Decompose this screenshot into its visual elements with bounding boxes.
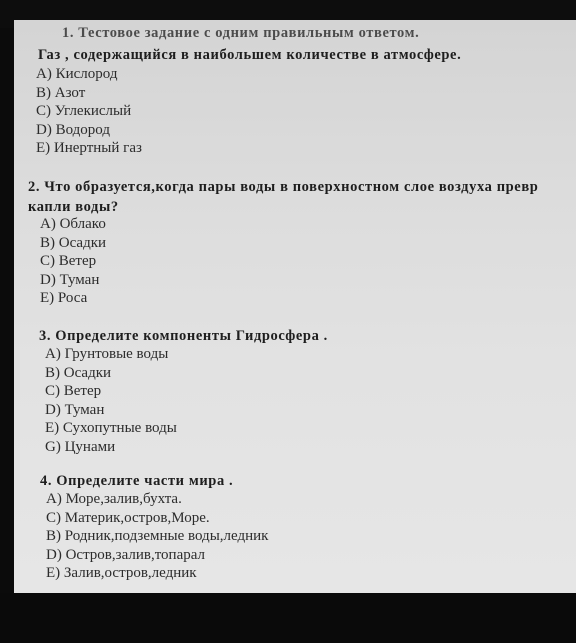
q1-heading: 1. Тестовое задание с одним правильным ответом. bbox=[62, 25, 420, 41]
q2-option-b[interactable]: В) Осадки bbox=[40, 234, 107, 251]
bottom-dark-edge bbox=[0, 593, 576, 643]
q2-prompt-line2: капли воды? bbox=[28, 199, 119, 215]
test-sheet bbox=[14, 20, 576, 593]
q4-option-d[interactable]: D) Остров,залив,топарал bbox=[46, 546, 206, 563]
q3-prompt: 3. Определите компоненты Гидросфера . bbox=[39, 328, 328, 344]
q4-prompt: 4. Определите части мира . bbox=[40, 473, 234, 489]
q1-option-b[interactable]: В) Азот bbox=[36, 84, 86, 101]
q3-option-a[interactable]: А) Грунтовые воды bbox=[45, 346, 169, 362]
q1-option-a[interactable]: А) Кислород bbox=[36, 66, 118, 82]
q3-option-d[interactable]: D) Туман bbox=[45, 401, 105, 418]
q2-options bbox=[40, 215, 106, 308]
q2-prompt-line1: 2. Что образуется,когда пары воды в поверхностном слое воздуха превр bbox=[28, 179, 539, 195]
q1-prompt: Газ , содержащийся в наибольшем количестве в атмосфере. bbox=[38, 47, 462, 63]
q4-option-a[interactable]: А) Море,залив,бухта. bbox=[46, 491, 182, 507]
q4-option-c[interactable]: С) Материк,остров,Море. bbox=[46, 509, 210, 526]
q2-option-a[interactable]: А) Облако bbox=[40, 216, 106, 232]
q2-option-e[interactable]: Е) Роса bbox=[40, 290, 88, 307]
q3-option-c[interactable]: С) Ветер bbox=[45, 383, 102, 400]
q1-options bbox=[36, 65, 142, 158]
q2-option-d[interactable]: D) Туман bbox=[40, 271, 100, 288]
q4-option-e[interactable]: Е) Залив,остров,ледник bbox=[46, 565, 197, 582]
q3-option-g[interactable]: G) Цунами bbox=[45, 438, 116, 455]
q4-options bbox=[46, 490, 268, 583]
q3-option-e[interactable]: Е) Сухопутные воды bbox=[45, 420, 177, 437]
q3-option-b[interactable]: В) Осадки bbox=[45, 364, 112, 381]
q1-option-c[interactable]: С) Углекислый bbox=[36, 103, 132, 120]
q2-option-c[interactable]: С) Ветер bbox=[40, 253, 97, 270]
q1-option-d[interactable]: D) Водород bbox=[36, 121, 110, 138]
q1-option-e[interactable]: Е) Инертный газ bbox=[36, 140, 142, 157]
q3-options bbox=[45, 345, 177, 457]
q4-option-b[interactable]: В) Родник,подземные воды,ледник bbox=[46, 528, 269, 545]
